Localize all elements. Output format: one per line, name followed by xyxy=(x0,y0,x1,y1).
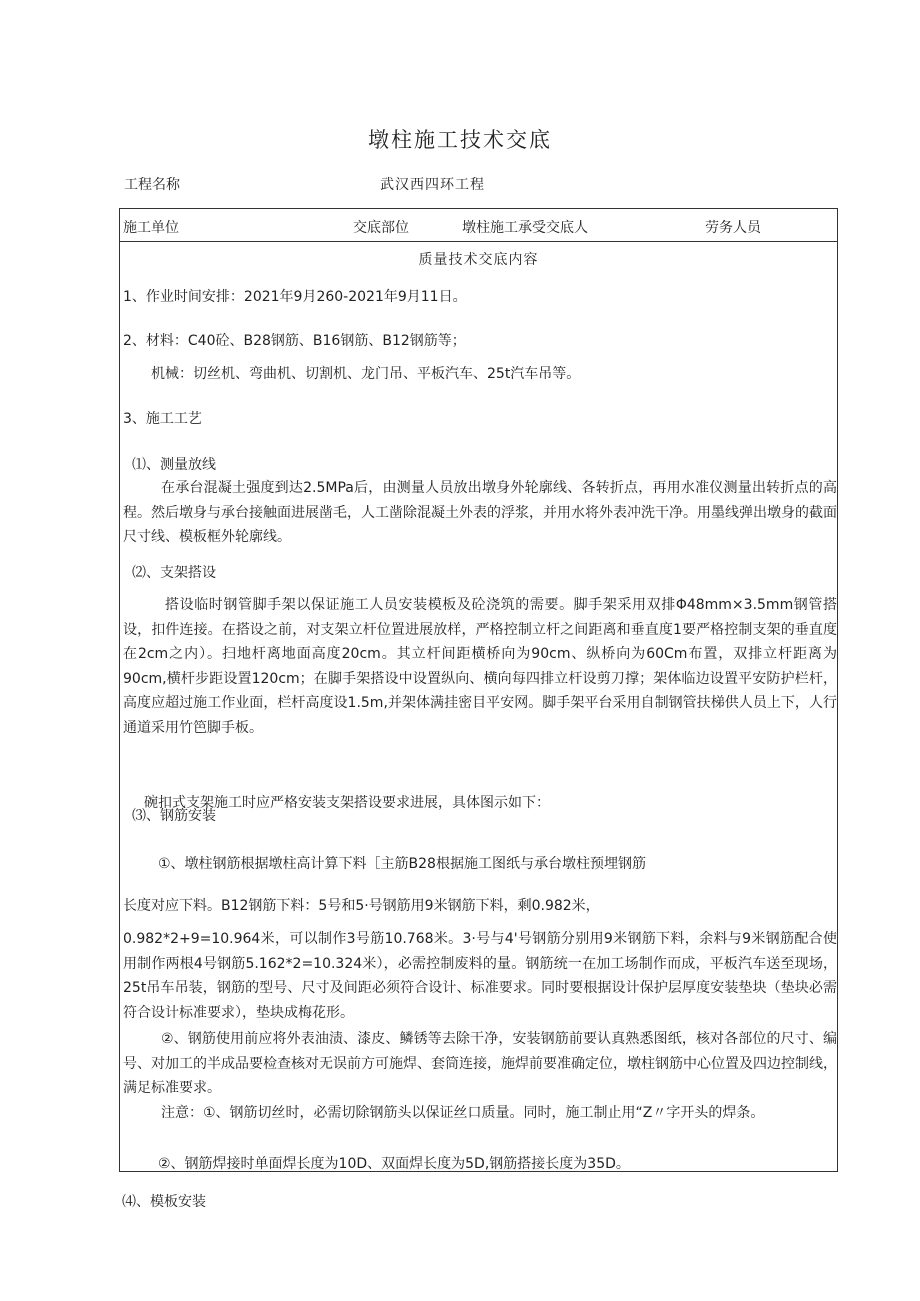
construction-unit-label: 施工单位 xyxy=(123,220,179,236)
rebar-line-2: 长度对应下料。B12钢筋下料：5号和5·号钢筋用9米钢筋下料，剩0.982米， xyxy=(123,898,600,914)
labor-label: 劳务人员 xyxy=(705,220,761,236)
process-heading: 3、施工工艺 xyxy=(123,411,202,427)
support-note: 碗扣式支架施工时应严格安装支架搭设要求进展，具体图示如下： xyxy=(144,795,550,811)
materials-item: 2、材料：C40砼、B28钢筋、B16钢筋、B12钢筋等； xyxy=(123,333,466,349)
project-name-label: 工程名称 xyxy=(124,177,180,193)
content-title: 质量技术交底内容 xyxy=(418,252,539,268)
rebar-usage-paragraph: ②、钢筋使用前应将外表油渍、漆皮、鳞锈等去除干净，安装钢筋前要认真熟悉图纸，核对各部位的尺寸、编号、对加工的半成品要检查核对无误前方可施焊、套筒连接，施焊前要准确定位，墩柱钢筋中心位置及四边控制线，满足标准要求。 xyxy=(123,1031,837,1097)
disclosure-table xyxy=(119,208,838,1172)
rebar-paragraph: 0.982*2+9=10.964米，可以制作3号筋10.768米。3·号与4'号钢筋分别用9米钢筋下料，余料与9米钢筋配合使用制作两根4号钢筋5.162*2=10.324米），必需控制废料的量。钢筋统一在加工场制作而成，平板汽车送至现场，25t吊车吊装，钢筋的型号、尺寸及间距必须符合设计、标准要求。同时要根据设计保护层厚度安装垫块（垫块必需符合设计标准要求），垫块成梅花形。 xyxy=(123,931,837,1021)
disclosure-part-label: 交底部位 xyxy=(353,220,409,236)
rebar-weld-note: ②、钢筋焊接时单面焊长度为10D、双面焊长度为5D,钢筋搭接长度为35D。 xyxy=(158,1156,630,1172)
survey-paragraph: 在承台混凝土强度到达2.5MPa后，由测量人员放出墩身外轮廓线、各转折点，再用水准仪测量出转折点的高程。然后墩身与承台接触面进展凿毛，人工凿除混凝土外表的浮浆，并用水将外表冲洗干净。用墨线弹出墩身的截面尺寸线、模板框外轮廓线。 xyxy=(123,480,837,546)
support-paragraph: 搭设临时钢管脚手架以保证施工人员安装模板及砼浇筑的需要。脚手架采用双排Φ48mm×3.5mm钢管搭设，扣件连接。在搭设之前，对支架立杆位置进展放样，严格控制立杆之间距离和垂直度1要严格控制支架的垂直度在2cm之内）。扫地杆离地面高度20cm。其立杆间距横桥向为90cm、纵桥向为60Cm布置，双排立杆距离为90cm,横杆步距设置120cm；在脚手架搭设中设置纵向、横向每四排立杆设剪刀撑；架体临边设置平安防护栏杆，高度应超过施工作业面，栏杆高度设1.5m,并架体满挂密目平安网。脚手架平台采用自制钢管扶梯供人员上下，人行通道采用竹笆脚手板。 xyxy=(123,597,837,736)
receiver-label: 墩柱施工承受交底人 xyxy=(462,220,588,236)
rebar-note: 注意：①、钢筋切丝时，必需切除钢筋头以保证丝口质量。同时，施工制止用“Z〃字开头的焊条。 xyxy=(161,1105,765,1121)
project-name-value: 武汉西四环工程 xyxy=(380,177,485,193)
support-heading: ⑵、支架搭设 xyxy=(132,565,216,581)
schedule-item: 1、作业时间安排：2021年9月260-2021年9月11日。 xyxy=(123,289,467,305)
rebar-line-1: ①、墩柱钢筋根据墩柱高计算下料［主筋B28根据施工图纸与承台墩柱预埋钢筋 xyxy=(158,856,646,872)
rebar-heading: ⑶、钢筋安装 xyxy=(132,808,216,824)
document-title: 墩柱施工技术交底 xyxy=(368,128,552,152)
header-divider xyxy=(120,241,837,242)
machinery-item: 机械：切丝机、弯曲机、切割机、龙门吊、平板汽车、25t汽车吊等。 xyxy=(151,366,581,382)
formwork-heading: ⑷、模板安装 xyxy=(122,1194,206,1210)
survey-heading: ⑴、测量放线 xyxy=(132,457,216,473)
